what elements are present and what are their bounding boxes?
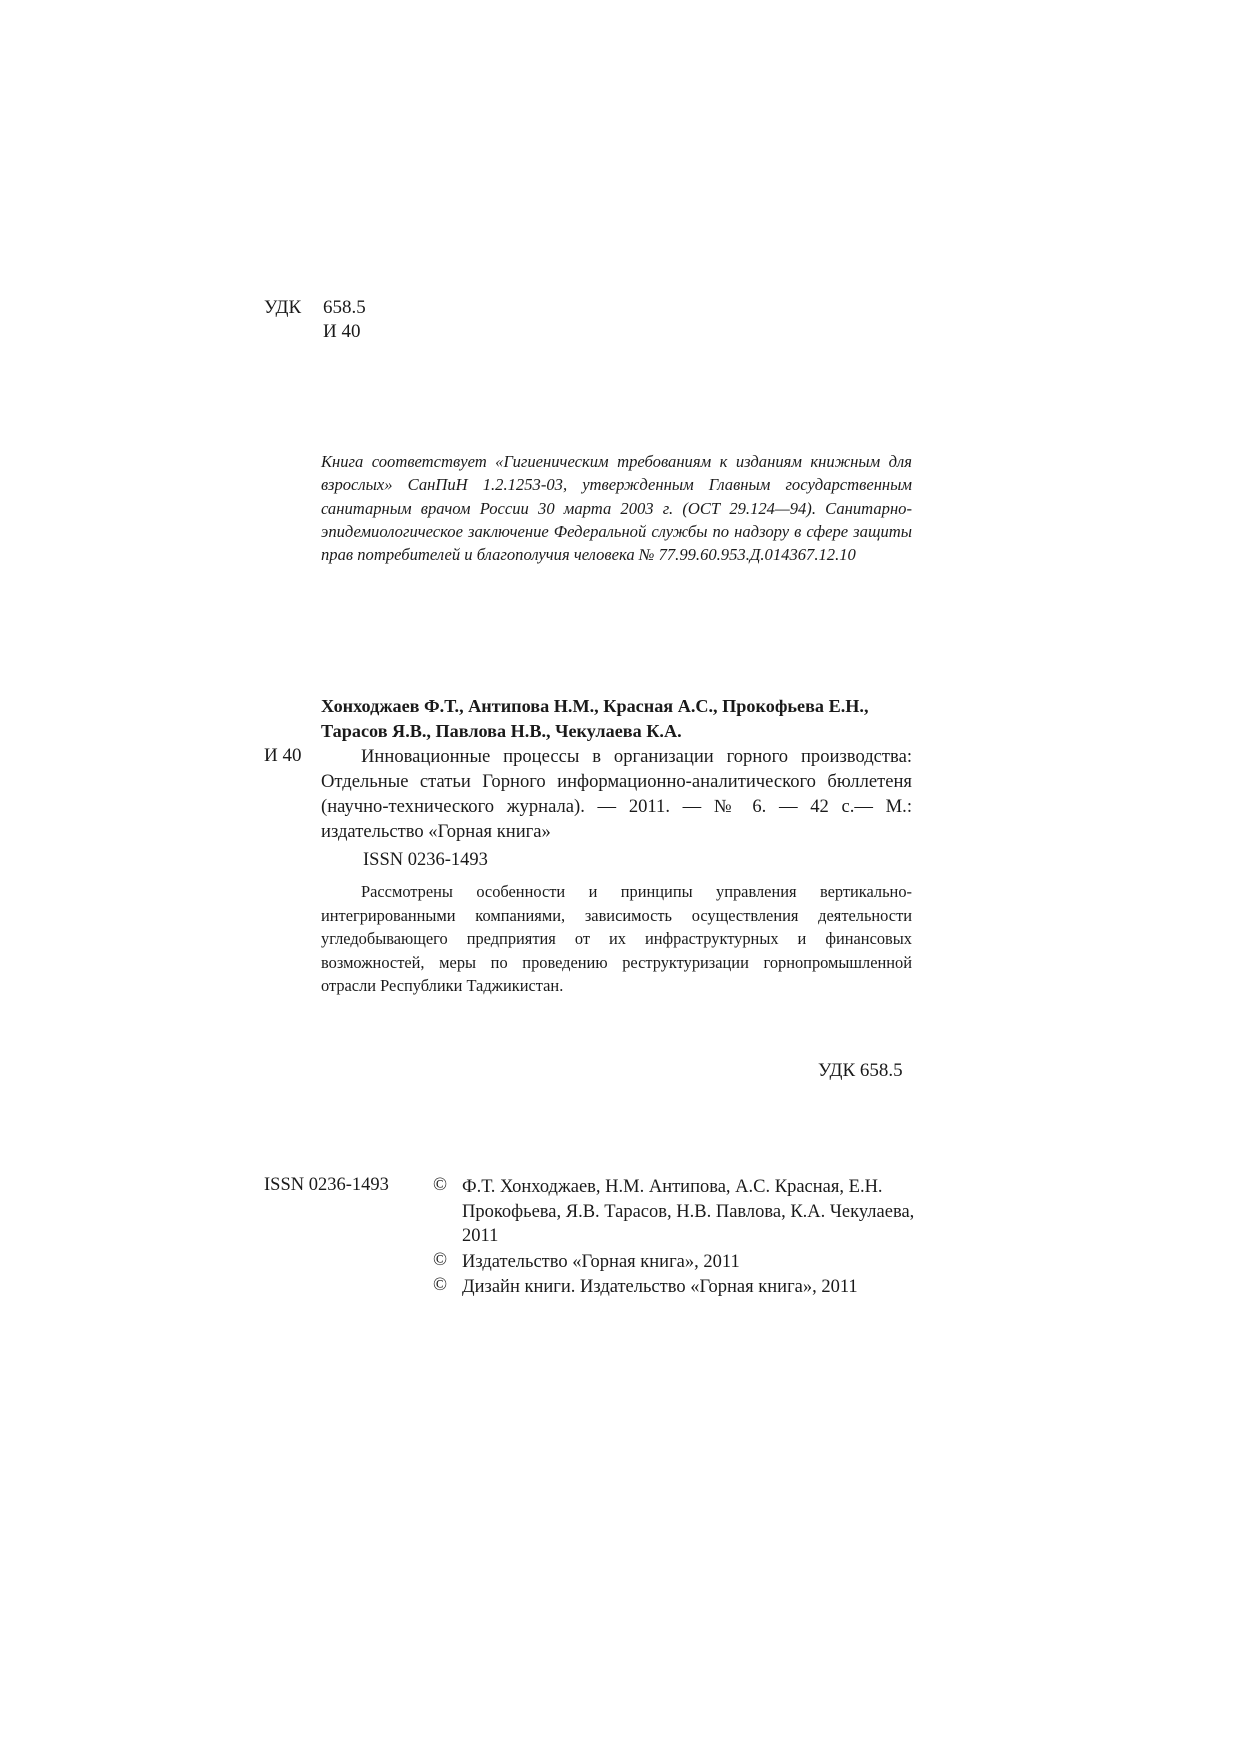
copyright-entry-authors: Ф.Т. Хонходжаев, Н.М. Антипова, А.С. Красная, Е.Н. Прокофьева, Я.В. Тарасов, Н.В. Павлова, К.А. Чекулаева, 2011 (462, 1177, 915, 1246)
abstract: Рассмотрены особенности и принципы управления вертикально-интегрированными компаниями, зависимость осуществления деятельности угледобывающего предприятия от их инфраструктурных и финансовых возможностей, меры по проведению реструктуризации горнопромышленной отрасли Республики Таджикистан. (321, 882, 912, 995)
copyright-entry-design: Дизайн книги. Издательство «Горная книга», 2011 (462, 1277, 858, 1297)
copyright-issn: ISSN 0236-1493 (264, 1175, 389, 1195)
hygiene-note: Книга соответствует «Гигиеническим требованиям к изданиям книжным для взрослых» СанПиН 1.2.1253-03, утвержденным Главным государственным санитарным врачом России 30 марта 2003 г. (ОСТ 29.124—94). Санитарно-эпидемиологическое заключение Федеральной службы по надзору в сфере защиты прав потребителей и благополучия человека № 77.99.60.953.Д.014367.12.10 (321, 452, 912, 565)
udk-code: 658.5 (323, 297, 366, 318)
udk-right: УДК 658.5 (818, 1060, 903, 1081)
catalog-description: Инновационные процессы в организации горного производства: Отдельные статьи Горного информационно-аналитического бюллетеня (научно-технического журнала). — 2011. — № 6. — 42 с.— М.: издательство «Горная книга» (321, 746, 912, 842)
author-index: И 40 (323, 321, 361, 342)
catalog-index: И 40 (264, 745, 302, 766)
authors-list (321, 694, 921, 744)
copyright-entry-publisher: Издательство «Горная книга», 2011 (462, 1252, 740, 1272)
authors-line: Хонходжаев Ф.Т., Антипова Н.М., Красная А.С., Прокофьева Е.Н., (321, 696, 869, 716)
copyright-icon: © (433, 1275, 448, 1295)
catalog-issn: ISSN 0236-1493 (363, 850, 488, 870)
authors-line: Тарасов Я.В., Павлова Н.В., Чекулаева К.А. (321, 721, 682, 741)
copyright-icon: © (433, 1250, 448, 1270)
copyright-icon: © (433, 1175, 448, 1195)
udk-label: УДК (264, 297, 302, 318)
